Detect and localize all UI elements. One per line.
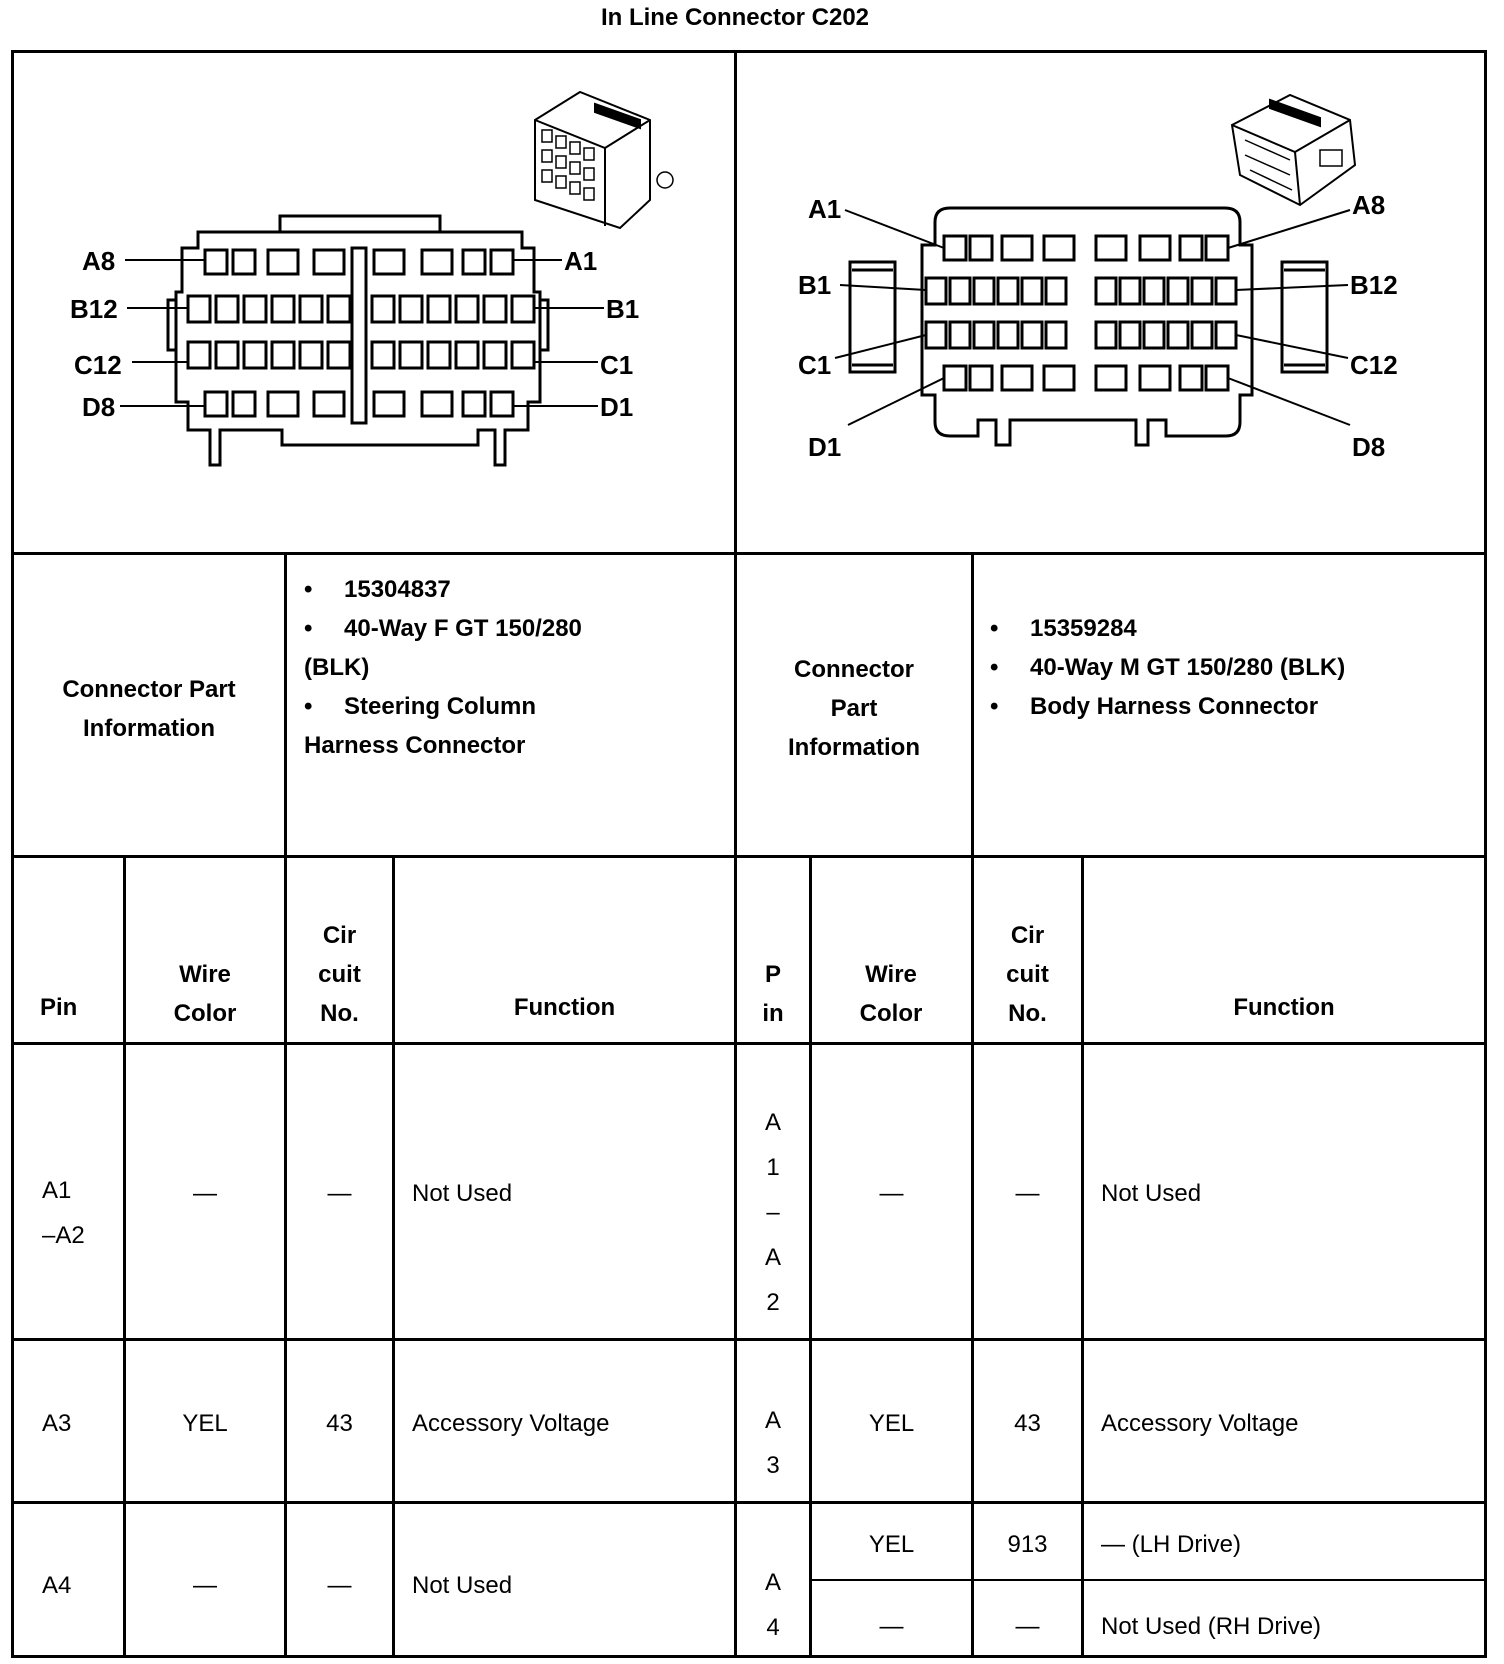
right-part-info-list: • 15359284 • 40-Way M GT 150/280 (BLK) • Body Harness Connector: [990, 609, 1345, 726]
wire-cell: —: [879, 1180, 904, 1207]
left-leader-lines: [120, 260, 604, 406]
header-circuit-no: Cir cuit No.: [318, 922, 361, 1027]
right-connector-iso-image: [1232, 95, 1355, 205]
label-a1: A1: [564, 246, 598, 276]
circuit-cell: 43: [326, 1410, 353, 1437]
connector-diagrams: [0, 0, 1504, 560]
header-wire-color: Wire Color: [859, 961, 923, 1027]
wire-cell: —: [879, 1613, 904, 1640]
wire-cell: —: [193, 1180, 217, 1207]
right-leader-lines: [835, 210, 1350, 425]
pin-cell: A 4: [764, 1569, 781, 1641]
right-connector-face: [850, 208, 1327, 445]
function-cell: Not Used: [412, 1572, 513, 1599]
label-d8: D8: [1352, 432, 1386, 462]
function-cell: Accessory Voltage: [412, 1410, 610, 1437]
circuit-cell: —: [1015, 1613, 1040, 1640]
label-d8: D8: [82, 392, 116, 422]
label-b1: B1: [606, 294, 640, 324]
label-b12: B12: [1350, 270, 1398, 300]
label-c1: C1: [600, 350, 634, 380]
circuit-cell: 43: [1014, 1410, 1041, 1437]
label-c12: C12: [1350, 350, 1398, 380]
header-wire-color: Wire Color: [173, 961, 237, 1027]
wire-cell: —: [193, 1572, 217, 1599]
label-c1: C1: [798, 350, 832, 380]
label-b12: B12: [70, 294, 118, 324]
bullet-icon: •: [304, 693, 313, 720]
right-cavities: [926, 236, 1236, 390]
circuit-cell: —: [327, 1180, 352, 1207]
label-d1: D1: [600, 392, 634, 422]
wire-cell: YEL: [182, 1410, 228, 1437]
circuit-cell: —: [1015, 1180, 1040, 1207]
pin-cell: A 3: [764, 1407, 781, 1479]
right-info-label: Connector Part Information: [788, 656, 920, 761]
label-b1: B1: [798, 270, 832, 300]
header-pin: P in: [762, 961, 784, 1027]
pin-cell: A1 –A2: [42, 1177, 85, 1249]
pin-cell: A3: [42, 1410, 72, 1437]
left-connector-iso-image: [535, 92, 673, 228]
function-cell: Accessory Voltage: [1101, 1410, 1299, 1437]
header-circuit-no: Cir cuit No.: [1006, 922, 1049, 1027]
wire-cell: YEL: [868, 1410, 915, 1437]
bullet-icon: •: [304, 576, 313, 603]
circuit-cell: 913: [1007, 1531, 1048, 1558]
function-cell: — (LH Drive): [1101, 1531, 1242, 1558]
label-a8: A8: [1352, 190, 1386, 220]
label-c12: C12: [74, 350, 122, 380]
bullet-icon: •: [990, 654, 999, 681]
pin-cell: A 1 – A 2: [764, 1109, 781, 1316]
bullet-icon: •: [990, 615, 999, 642]
function-cell: Not Used (RH Drive): [1101, 1613, 1322, 1640]
label-a8: A8: [82, 246, 116, 276]
header-function: Function: [1233, 994, 1335, 1021]
left-part-info-list: • 15304837 • 40-Way F GT 150/280 (BLK) • Steering Column Harness Connector: [304, 570, 582, 765]
page-title: In Line Connector C202: [600, 4, 870, 31]
pin-cell: A4: [42, 1572, 72, 1599]
label-d1: D1: [808, 432, 842, 462]
left-cavities: [188, 250, 534, 416]
function-cell: Not Used: [412, 1180, 513, 1207]
wire-cell: YEL: [868, 1531, 915, 1558]
label-a1: A1: [808, 194, 842, 224]
bullet-icon: •: [990, 693, 999, 720]
header-function: Function: [513, 994, 616, 1021]
bullet-icon: •: [304, 615, 313, 642]
header-pin: Pin: [40, 994, 78, 1021]
function-cell: Not Used: [1101, 1180, 1202, 1207]
circuit-cell: —: [327, 1572, 352, 1599]
left-info-label: Connector Part Information: [62, 676, 236, 742]
